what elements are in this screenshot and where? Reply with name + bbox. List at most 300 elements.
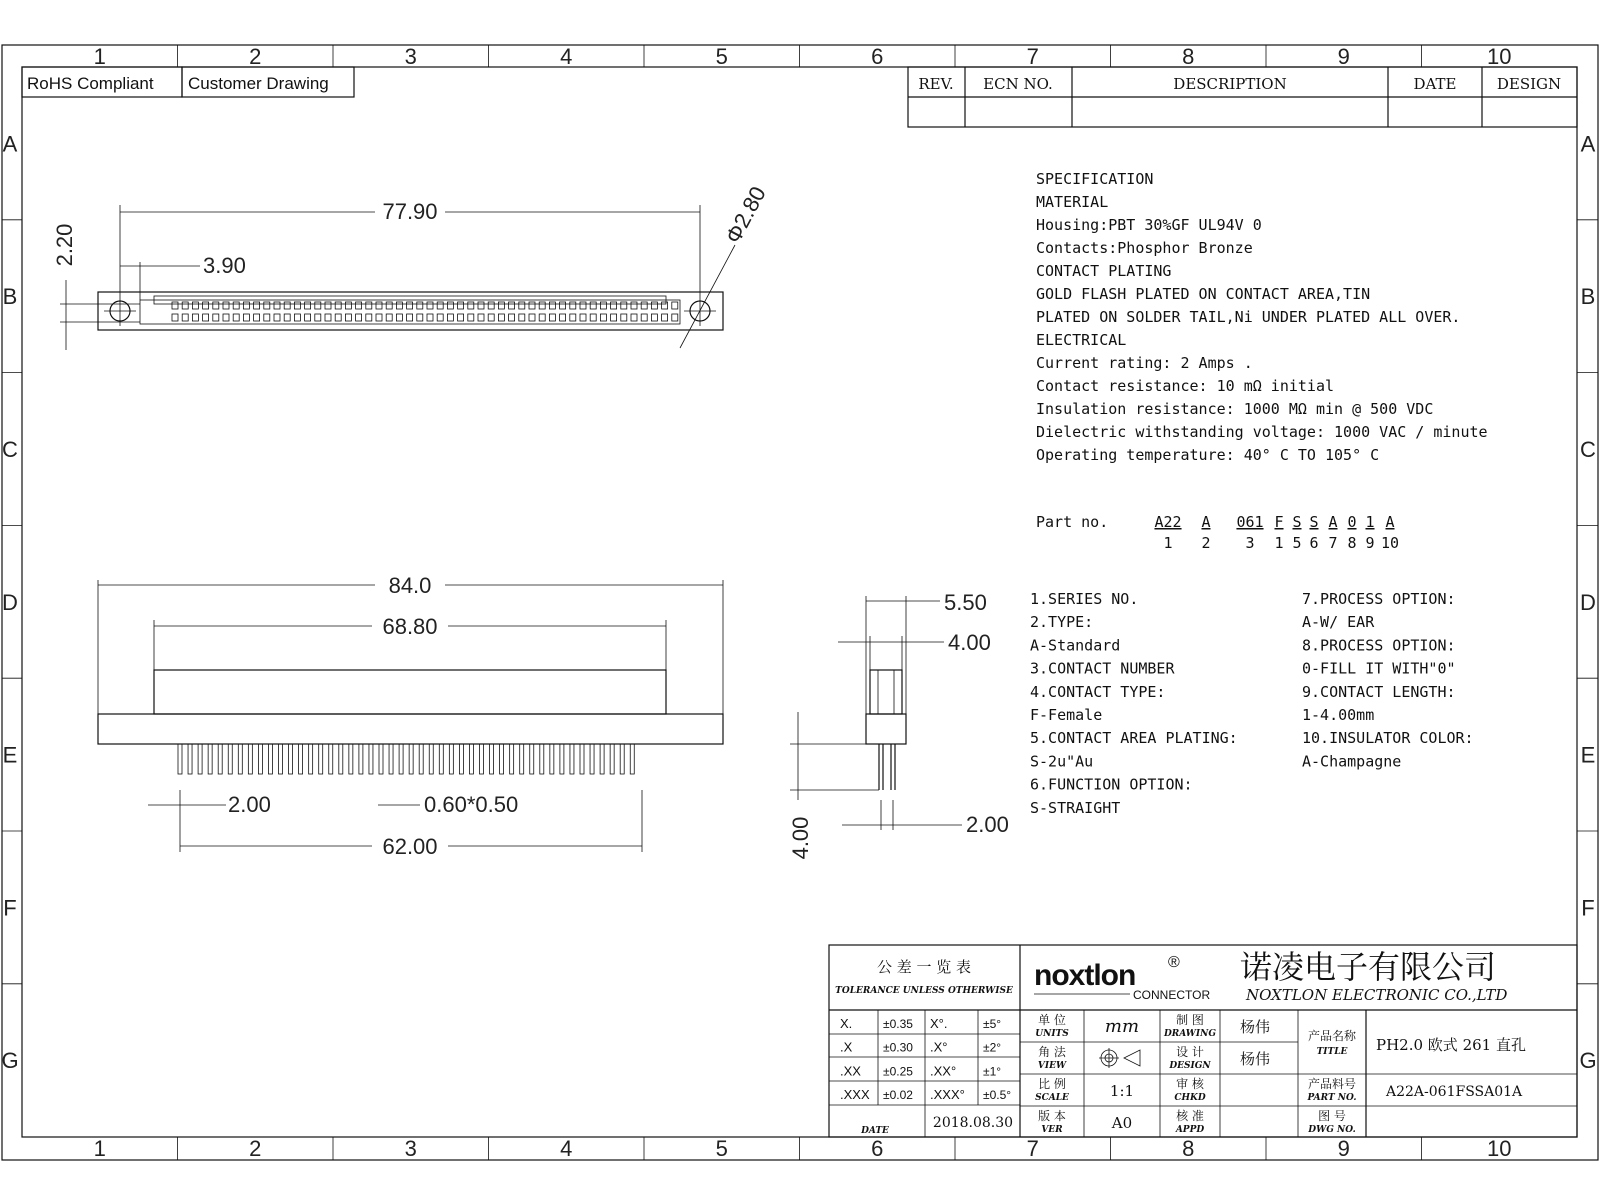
top-contact-b	[264, 314, 270, 321]
option-left-line: 6.FUNCTION OPTION:	[1030, 775, 1193, 794]
top-contact-a	[570, 302, 576, 309]
top-contact-b	[284, 314, 290, 321]
chkd-label-en: CHKD	[1174, 1093, 1206, 1103]
top-contact-a	[437, 302, 443, 309]
company-logo: noxtlon	[1034, 959, 1136, 992]
grid-col-top-6: 6	[871, 44, 884, 69]
option-left-line: 4.CONTACT TYPE:	[1030, 682, 1166, 701]
top-contact-a	[662, 302, 668, 309]
top-contact-b	[580, 314, 586, 321]
grid-col-top-1: 1	[93, 44, 106, 69]
grid-row-left-C: C	[2, 437, 18, 462]
grid-col-bottom-8: 8	[1182, 1136, 1195, 1161]
option-left-line: A-Standard	[1030, 636, 1121, 655]
top-view	[52, 182, 771, 350]
front-pin	[600, 744, 604, 774]
top-contact-b	[274, 314, 280, 321]
drawing-label-cn: 制 图	[1176, 1013, 1204, 1027]
front-pin	[379, 744, 383, 774]
dim-pin-span: 62.00	[382, 834, 438, 859]
tolerance-angle-value: ±1°	[983, 1064, 1002, 1079]
top-contact-a	[223, 302, 229, 309]
front-pin	[268, 744, 272, 774]
front-pin	[359, 744, 363, 774]
top-contact-b	[335, 314, 341, 321]
spec-line: Dielectric withstanding voltage: 1000 VAC / minute	[1036, 423, 1488, 441]
top-contact-b	[641, 314, 647, 321]
logo-connector: CONNECTOR	[1133, 988, 1211, 1002]
top-contact-b	[366, 314, 372, 321]
front-pin	[620, 744, 624, 774]
dim-side-width: 5.50	[944, 590, 987, 615]
tolerance-value: ±0.30	[883, 1040, 913, 1055]
top-contact-b	[386, 314, 392, 321]
top-contact-b	[468, 314, 474, 321]
tolerance-angle-key: .XXX°	[930, 1087, 965, 1103]
ver-value: A0	[1111, 1114, 1133, 1132]
option-left-line: 1.SERIES NO.	[1030, 590, 1139, 608]
grid-col-top-4: 4	[560, 44, 573, 69]
dim-side-inner: 4.00	[948, 630, 991, 655]
grid-col-top-2: 2	[249, 44, 262, 69]
grid-row-right-D: D	[1580, 589, 1596, 615]
top-contact-a	[335, 302, 341, 309]
front-pin	[429, 744, 433, 774]
appd-label-cn: 核 准	[1176, 1109, 1204, 1123]
grid-row-left-D: D	[2, 589, 18, 615]
top-contact-a	[458, 302, 464, 309]
top-contact-a	[468, 302, 474, 309]
part-segment: A	[1385, 513, 1395, 531]
front-pin	[319, 744, 323, 774]
front-pin	[580, 744, 584, 774]
grid-row-left-B: B	[2, 284, 18, 310]
grid-col-top-10: 10	[1487, 44, 1512, 69]
top-contact-a	[560, 302, 566, 309]
top-contact-a	[274, 302, 280, 309]
option-left-line: 3.CONTACT NUMBER	[1030, 659, 1175, 678]
design-header: DESIGN	[1496, 75, 1562, 93]
option-right-line: 10.INSULATOR COLOR:	[1302, 729, 1474, 748]
top-contact-b	[498, 314, 504, 321]
part-segment: A	[1328, 513, 1338, 531]
option-right-line: 9.CONTACT LENGTH:	[1302, 682, 1456, 701]
front-pin	[490, 744, 494, 774]
tolerance-angle-value: ±0.5°	[983, 1088, 1012, 1103]
specification-block	[1036, 170, 1488, 464]
part-segment: 061	[1236, 513, 1264, 531]
title-value: PH2.0 欧式 261 直孔	[1376, 1036, 1526, 1054]
spec-line: SPECIFICATION	[1036, 170, 1154, 188]
top-contact-a	[203, 302, 209, 309]
front-pin	[550, 744, 554, 774]
top-contact-b	[488, 314, 494, 321]
top-contact-b	[672, 314, 678, 321]
top-contact-b	[203, 314, 209, 321]
front-pin	[570, 744, 574, 774]
tolerance-title-en: TOLERANCE UNLESS OTHERWISE	[835, 986, 1013, 996]
top-contact-b	[233, 314, 239, 321]
top-contact-a	[549, 302, 555, 309]
top-contact-b	[376, 314, 382, 321]
top-contact-b	[529, 314, 535, 321]
front-pin	[248, 744, 252, 774]
grid-col-top-5: 5	[715, 44, 728, 69]
top-contact-a	[213, 302, 219, 309]
front-pin	[279, 744, 283, 774]
top-contact-a	[386, 302, 392, 309]
top-contact-a	[294, 302, 300, 309]
grid-row-right-A: A	[1580, 131, 1596, 157]
spec-line: Housing:PBT 30%GF UL94V 0	[1036, 216, 1262, 234]
tolerance-value: ±0.25	[883, 1064, 913, 1079]
front-pin	[409, 744, 413, 774]
design-label-cn: 设 计	[1176, 1045, 1204, 1059]
ver-label-en: VER	[1041, 1125, 1063, 1135]
top-contact-b	[600, 314, 606, 321]
date-label: DATE	[861, 1126, 889, 1136]
option-left-line: S-STRAIGHT	[1030, 798, 1121, 817]
top-contact-a	[519, 302, 525, 309]
option-left-line: 5.CONTACT AREA PLATING:	[1030, 729, 1238, 748]
front-pin	[339, 744, 343, 774]
top-contact-a	[254, 302, 260, 309]
top-contact-a	[651, 302, 657, 309]
scale-value: 1:1	[1109, 1082, 1135, 1100]
top-contact-b	[182, 314, 188, 321]
part-segment: A	[1201, 513, 1211, 531]
top-contact-a	[447, 302, 453, 309]
front-pin	[560, 744, 564, 774]
top-contact-b	[345, 314, 351, 321]
spec-line: CONTACT PLATING	[1036, 262, 1172, 280]
top-contact-a	[305, 302, 311, 309]
top-contact-a	[590, 302, 596, 309]
options-right	[1302, 590, 1474, 770]
tolerance-angle-key: .XX°	[930, 1063, 957, 1079]
design-label-en: DESIGN	[1169, 1061, 1211, 1071]
top-contact-a	[672, 302, 678, 309]
part-segment-index: 8	[1347, 534, 1357, 552]
company-name-en: NOXTLON ELECTRONIC CO.,LTD	[1246, 986, 1508, 1004]
side-view	[788, 590, 1009, 859]
part-segment: S	[1292, 513, 1302, 531]
dim-top-length: 77.90	[382, 199, 438, 224]
part-no-label: Part no.	[1036, 513, 1109, 531]
dim-top-height: 2.20	[52, 223, 77, 267]
option-right-line: 8.PROCESS OPTION:	[1302, 636, 1456, 655]
top-contact-b	[427, 314, 433, 321]
front-pin	[540, 744, 544, 774]
front-pin	[178, 744, 182, 774]
date-header: DATE	[1413, 75, 1457, 93]
top-contact-a	[284, 302, 290, 309]
grid-col-top-3: 3	[404, 44, 417, 69]
front-pin	[329, 744, 333, 774]
part-segment: S	[1309, 513, 1319, 531]
grid-col-bottom-6: 6	[871, 1136, 884, 1161]
top-contact-b	[560, 314, 566, 321]
ver-label-cn: 版 本	[1038, 1109, 1066, 1123]
part-segment-index: 10	[1380, 534, 1400, 552]
drawing-label-en: DRAWING	[1163, 1029, 1217, 1039]
scale-label-cn: 比 例	[1038, 1077, 1066, 1091]
option-left-line: 2.TYPE:	[1030, 613, 1094, 632]
top-contact-a	[417, 302, 423, 309]
date-value: 2018.08.30	[932, 1115, 1014, 1131]
tolerance-angle-value: ±5°	[983, 1017, 1002, 1031]
spec-line: MATERIAL	[1036, 193, 1109, 211]
part-segment-index: 2	[1201, 534, 1211, 552]
options-left	[1030, 590, 1238, 817]
top-contact-b	[417, 314, 423, 321]
top-contact-b	[478, 314, 484, 321]
front-pin	[480, 744, 484, 774]
front-pin	[520, 744, 524, 774]
top-contact-a	[192, 302, 198, 309]
top-contact-b	[539, 314, 545, 321]
grid-row-right-B: B	[1580, 284, 1596, 310]
front-pin	[258, 744, 262, 774]
company-name-cn: 诺凌电子有限公司	[1240, 948, 1497, 986]
top-contact-b	[570, 314, 576, 321]
top-contact-a	[264, 302, 270, 309]
front-pin	[299, 744, 303, 774]
top-contact-b	[631, 314, 637, 321]
top-contact-b	[519, 314, 525, 321]
tolerance-title-cn: 公 差 一 览 表	[876, 958, 972, 976]
top-contact-a	[631, 302, 637, 309]
grid-col-top-9: 9	[1337, 44, 1350, 69]
dim-hole: Φ2.80	[720, 182, 771, 248]
top-contact-a	[621, 302, 627, 309]
grid-row-right-C: C	[1580, 437, 1596, 462]
grid-col-bottom-9: 9	[1337, 1136, 1350, 1161]
front-pin	[530, 744, 534, 774]
top-contact-a	[509, 302, 515, 309]
part-segment: 0	[1347, 513, 1357, 531]
tolerance-value: ±0.02	[883, 1088, 913, 1103]
dim-pin-size: 0.60*0.50	[424, 792, 519, 817]
top-contact-b	[396, 314, 402, 321]
grid-col-bottom-5: 5	[715, 1136, 728, 1161]
top-contact-a	[539, 302, 545, 309]
front-view	[98, 573, 723, 859]
rev-header: REV.	[918, 75, 954, 93]
appd-label-en: APPD	[1175, 1125, 1205, 1135]
front-pin	[500, 744, 504, 774]
spec-line: Operating temperature: 40° C TO 105° C	[1036, 446, 1380, 464]
front-pin	[449, 744, 453, 774]
front-pin	[208, 744, 212, 774]
title-label-cn: 产品名称	[1307, 1029, 1357, 1043]
front-pin	[610, 744, 614, 774]
projection-symbol-icon	[1099, 1048, 1140, 1068]
grid-row-right-G: G	[1579, 1048, 1597, 1074]
top-contact-b	[213, 314, 219, 321]
grid-col-top-7: 7	[1026, 44, 1039, 69]
top-contact-a	[641, 302, 647, 309]
option-right-line: 0-FILL IT WITH"0"	[1302, 659, 1456, 678]
front-pin	[419, 744, 423, 774]
top-contact-b	[356, 314, 362, 321]
grid-col-top-8: 8	[1182, 44, 1195, 69]
top-contact-b	[294, 314, 300, 321]
front-pin	[590, 744, 594, 774]
part-segment-index: 5	[1292, 534, 1302, 552]
front-pin	[218, 744, 222, 774]
customer-label: Customer Drawing	[188, 74, 329, 93]
dim-front-total: 84.0	[388, 573, 432, 598]
part-segment: A22	[1154, 513, 1182, 531]
spec-line: Contact resistance: 10 mΩ initial	[1036, 377, 1335, 395]
top-contact-b	[590, 314, 596, 321]
option-left-line: S-2u"Au	[1030, 752, 1094, 771]
part-segment-index: 1	[1163, 534, 1173, 552]
grid-row-left-G: G	[1, 1048, 19, 1074]
top-contact-b	[223, 314, 229, 321]
option-right-line: 7.PROCESS OPTION:	[1302, 590, 1456, 608]
top-contact-b	[621, 314, 627, 321]
title-label-en: TITLE	[1316, 1047, 1348, 1057]
top-contact-b	[447, 314, 453, 321]
dim-side-pitch: 2.00	[966, 812, 1009, 837]
top-contact-b	[509, 314, 515, 321]
dim-top-pitch: 3.90	[203, 253, 246, 278]
part-segment-index: 9	[1365, 534, 1375, 552]
front-pin	[439, 744, 443, 774]
top-contact-a	[427, 302, 433, 309]
tolerance-value: ±0.35	[883, 1017, 913, 1031]
rohs-label: RoHS Compliant	[27, 74, 154, 93]
partno-label-cn: 产品料号	[1307, 1077, 1357, 1091]
tolerance-angle-key: .X°	[930, 1039, 948, 1055]
spec-line: Contacts:Phosphor Bronze	[1036, 239, 1253, 257]
top-contact-b	[662, 314, 668, 321]
units-label-cn: 单 位	[1038, 1013, 1066, 1027]
top-contact-a	[356, 302, 362, 309]
tolerance-key: X.	[840, 1016, 853, 1031]
top-contact-a	[396, 302, 402, 309]
grid-col-bottom-7: 7	[1026, 1136, 1039, 1161]
front-pin	[459, 744, 463, 774]
top-contact-a	[478, 302, 484, 309]
front-pin	[399, 744, 403, 774]
scale-label-en: SCALE	[1035, 1093, 1069, 1103]
dim-side-length: 4.00	[788, 816, 813, 860]
option-right-line: A-Champagne	[1302, 752, 1402, 771]
top-contact-a	[345, 302, 351, 309]
top-contact-b	[254, 314, 260, 321]
view-label-cn: 角 法	[1038, 1045, 1066, 1059]
top-contact-a	[580, 302, 586, 309]
grid-row-left-A: A	[2, 131, 18, 157]
tolerance-key: .XX	[840, 1063, 861, 1079]
option-right-line: A-W/ EAR	[1302, 613, 1375, 632]
grid-row-left-E: E	[2, 742, 18, 768]
top-contact-a	[498, 302, 504, 309]
grid-row-right-F: F	[1581, 895, 1595, 921]
top-contact-a	[243, 302, 249, 309]
partno-label-en: PART NO.	[1307, 1093, 1357, 1103]
top-contact-a	[376, 302, 382, 309]
tolerance-key: .X	[840, 1039, 853, 1055]
tolerance-angle-value: ±2°	[983, 1040, 1002, 1055]
ecn-header: ECN NO.	[983, 75, 1053, 93]
top-contact-a	[600, 302, 606, 309]
grid-col-bottom-3: 3	[404, 1136, 417, 1161]
part-segment-index: 7	[1328, 534, 1338, 552]
top-contact-a	[315, 302, 321, 309]
front-pin	[510, 744, 514, 774]
top-contact-a	[182, 302, 188, 309]
dim-front-inner: 68.80	[382, 614, 438, 639]
chkd-label-cn: 审 核	[1176, 1077, 1204, 1091]
top-contact-a	[233, 302, 239, 309]
top-contact-a	[172, 302, 178, 309]
units-label-en: UNITS	[1035, 1029, 1069, 1039]
front-pin	[228, 744, 232, 774]
spec-line: GOLD FLASH PLATED ON CONTACT AREA,TIN	[1036, 285, 1371, 303]
top-contact-b	[315, 314, 321, 321]
part-number-code	[1036, 513, 1399, 552]
spec-line: PLATED ON SOLDER TAIL,Ni UNDER PLATED ALL OVER.	[1036, 308, 1461, 326]
part-segment-index: 6	[1309, 534, 1319, 552]
grid-col-bottom-1: 1	[93, 1136, 106, 1161]
part-segment-index: 1	[1274, 534, 1284, 552]
top-contact-b	[437, 314, 443, 321]
top-contact-a	[611, 302, 617, 309]
spec-line: ELECTRICAL	[1036, 331, 1127, 349]
tolerance-key: .XXX	[840, 1087, 870, 1103]
design-value: 杨伟	[1240, 1050, 1271, 1068]
front-pin	[349, 744, 353, 774]
tolerance-angle-key: X°.	[930, 1016, 948, 1031]
top-contact-a	[366, 302, 372, 309]
top-contact-b	[243, 314, 249, 321]
option-left-line: F-Female	[1030, 706, 1103, 724]
top-contact-a	[529, 302, 535, 309]
spec-line: Insulation resistance: 1000 MΩ min @ 500 VDC	[1036, 400, 1434, 418]
top-contact-a	[488, 302, 494, 309]
front-pin	[238, 744, 242, 774]
grid-col-bottom-10: 10	[1487, 1136, 1512, 1161]
grid-col-bottom-2: 2	[249, 1136, 262, 1161]
front-pin	[630, 744, 634, 774]
grid-col-bottom-4: 4	[560, 1136, 573, 1161]
grid-row-left-F: F	[3, 895, 17, 921]
top-contact-a	[325, 302, 331, 309]
dim-pin-pitch: 2.00	[228, 792, 271, 817]
dwgno-label-cn: 图 号	[1318, 1109, 1346, 1123]
top-contact-b	[611, 314, 617, 321]
top-contact-b	[651, 314, 657, 321]
logo-registered: ®	[1168, 954, 1180, 971]
dwgno-label-en: DWG NO.	[1308, 1125, 1356, 1135]
top-contact-b	[407, 314, 413, 321]
front-pin	[289, 744, 293, 774]
top-contact-b	[192, 314, 198, 321]
front-pin	[469, 744, 473, 774]
front-pin	[369, 744, 373, 774]
front-pin	[198, 744, 202, 774]
front-pin	[309, 744, 313, 774]
drawing-value: 杨伟	[1240, 1018, 1271, 1036]
part-segment: F	[1274, 513, 1284, 531]
partno-value: A22A-061FSSA01A	[1386, 1084, 1523, 1100]
grid-row-right-E: E	[1580, 742, 1596, 768]
front-pin	[188, 744, 192, 774]
